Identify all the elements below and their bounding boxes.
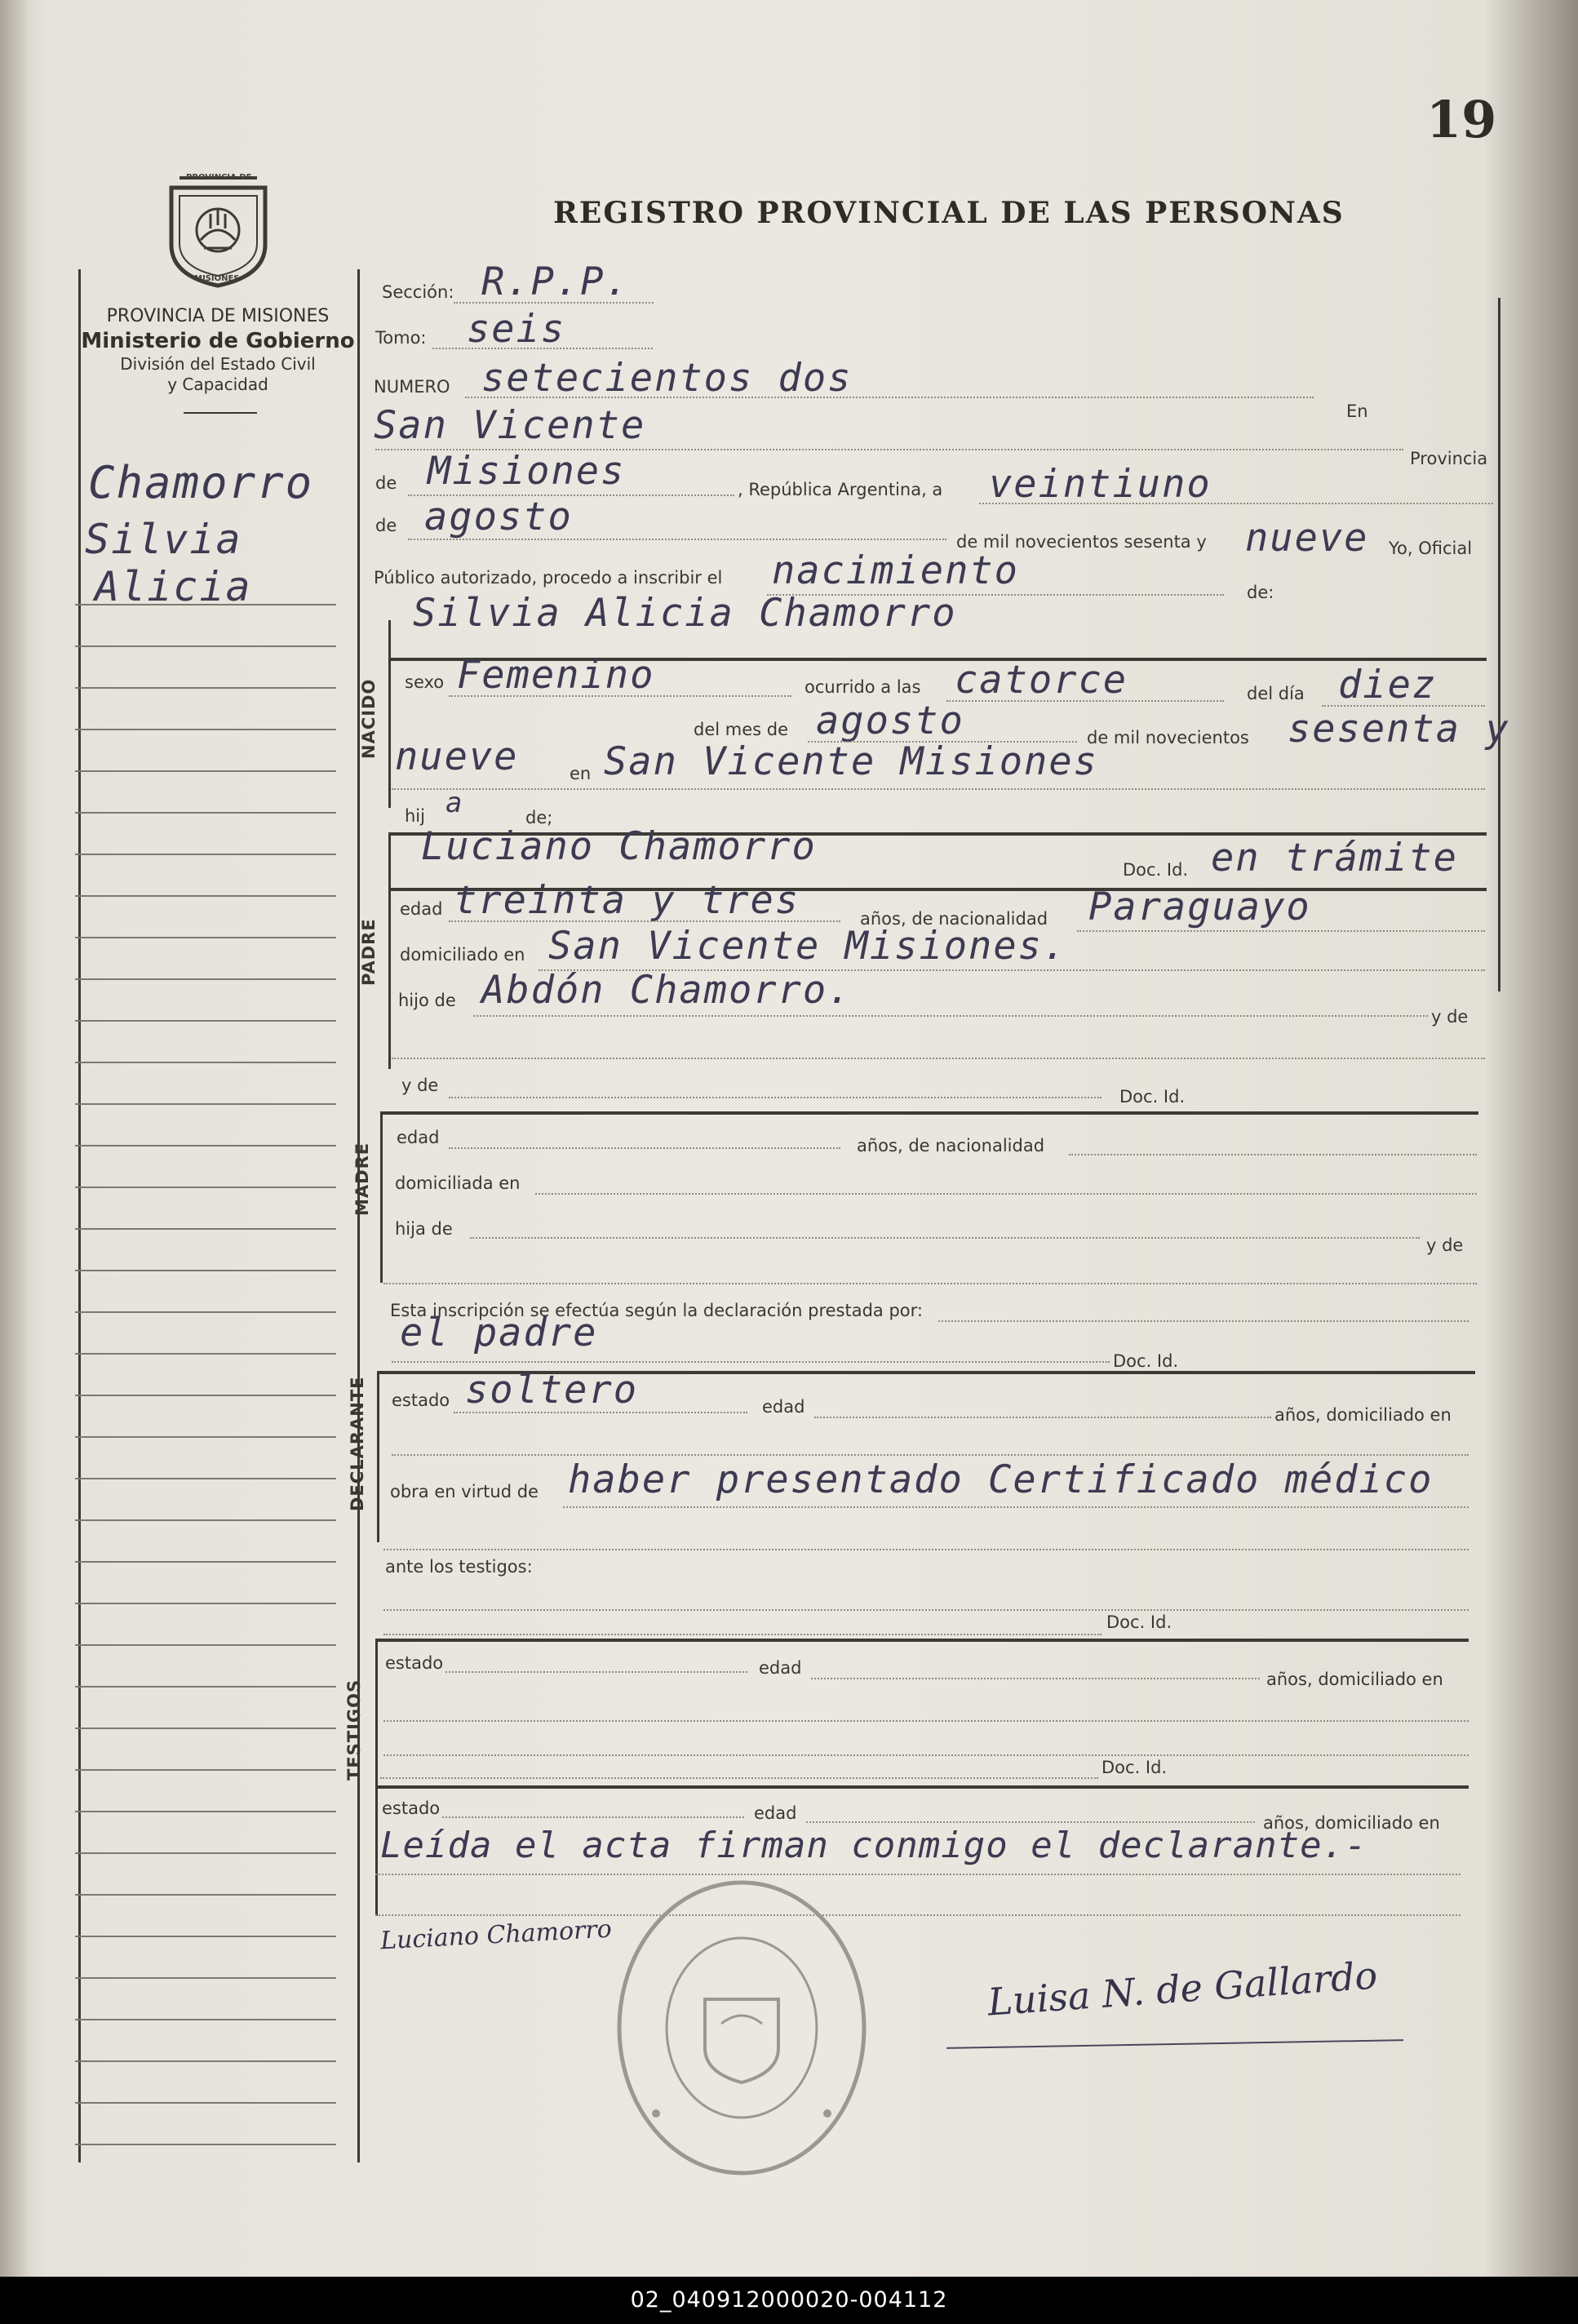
child-name: Silvia Alicia Chamorro [413,591,957,636]
margin-ruled-line [75,1186,336,1188]
tomo-value: seis [467,307,566,352]
yo-oficial-label: Yo, Oficial [1389,539,1473,558]
officer-signature-underline [946,2039,1403,2049]
seccion-line [454,302,654,304]
year-label: de mil novecientos sesenta y [956,532,1207,552]
margin-ruled-line [75,978,336,980]
nacido-vrule [388,620,391,808]
hora-line [946,700,1224,702]
declarante-estado-value: soltero [465,1368,639,1413]
witness2-doc-label: Doc. Id. [1101,1758,1168,1777]
declarante-obra-line [563,1506,1469,1508]
madre-nacionalidad-label: años, de nacionalidad [857,1136,1045,1155]
margin-ruled-line [75,1936,336,1937]
month-line [408,539,946,540]
province-name: PROVINCIA DE MISIONES [106,306,330,326]
image-caption: 02_040912000020-004112 [630,2287,948,2313]
witness2-edad-line [806,1821,1255,1823]
madre-edad-label: edad [397,1128,440,1147]
tomo-line [432,348,653,349]
hora-value: catorce [955,658,1128,703]
margin-ruled-line [75,1561,336,1563]
madre-domiciliada-label: domiciliada en [395,1173,521,1193]
numero-label: NUMERO [374,377,450,397]
margin-ruled-line [75,1478,336,1479]
madre-section-label: MADRE [352,1142,372,1216]
margin-ruled-line [75,2019,336,2020]
margin-ruled-line [75,1894,336,1896]
seccion-label: Sección: [382,282,454,302]
witness2-domiciliado-label: años, domiciliado en [1263,1813,1440,1833]
declarante-name-line [392,1361,1110,1363]
right-border-rule [1498,298,1500,991]
margin-ruled-line [75,604,336,605]
sexo-value: Femenino [457,653,655,698]
declarante-obra-label: obra en virtud de [390,1482,539,1501]
act-de-label: de: [1247,583,1274,602]
page-number: 19 [1426,90,1497,149]
officer-signature: Luisa N. de Gallardo [986,1953,1379,2025]
father-parent-line [473,1015,1428,1017]
book-binding-edge [0,0,28,2277]
margin-ruled-line [75,2060,336,2062]
declarant-signature: Luciano Chamorro [379,1914,613,1956]
margin-ruled-line [75,854,336,855]
left-margin-rule [78,269,81,2162]
ministry-block [75,305,361,395]
official-registry-stamp [607,1869,876,2187]
witness1-estado-line [445,1671,747,1673]
declarante-edad-label: edad [762,1397,805,1417]
witness2-estado-label: estado [382,1798,441,1818]
seccion-value: R.P.P. [481,259,630,304]
publico-label: Público autorizado, procedo a inscribir el [374,568,723,588]
madre-extra-line [383,1283,1477,1284]
madre-top-rule [380,1111,1478,1115]
margin-ruled-line [75,1228,336,1230]
testigos-intro-line [383,1609,1469,1611]
witness2-name-line [380,1777,1098,1779]
numero-value: setecientos dos [481,356,853,401]
padre-section-label: PADRE [359,918,379,986]
margin-ruled-line [75,1270,336,1271]
witness1-extra-line-2 [383,1754,1469,1756]
mes-value: agosto [816,699,964,743]
nacido-section-label: NACIDO [359,678,379,759]
birthplace-value: San Vicente Misiones [604,739,1098,784]
year-value: nueve [1245,516,1369,561]
hij-de-label: de; [525,808,553,827]
margin-first-name: Silvia [85,516,242,563]
margin-ruled-line [75,1311,336,1313]
witness1-estado-label: estado [385,1653,444,1673]
ministry-name: Ministerio de Gobierno [81,328,355,353]
margin-ruled-line [75,2102,336,2104]
margin-ruled-line [75,1977,336,1979]
de-mil-label: de mil novecientos [1087,728,1249,747]
margin-ruled-line [75,645,336,647]
madre-vrule [380,1111,383,1283]
province-value: Misiones [428,449,626,494]
margin-ruled-line [75,1020,336,1022]
witness1-rule [375,1639,1469,1642]
margin-ruled-line [75,1727,336,1729]
madre-y-de-label-2: y de [1426,1235,1464,1255]
hij-label: hij [405,806,425,826]
testigos-intro-label: ante los testigos: [385,1557,533,1577]
province-crest-logo [163,171,273,290]
father-name: Luciano Chamorro [421,824,817,869]
witness2-rule [375,1785,1469,1789]
father-domicilio-value: San Vicente Misiones. [548,924,1068,969]
tomo-label: Tomo: [375,328,427,348]
padre-vrule [388,832,391,1069]
margin-ruled-line [75,1769,336,1771]
father-domicilio-label: domiciliado en [400,945,525,965]
dia-value: diez [1338,663,1438,707]
father-doc-label: Doc. Id. [1123,860,1189,880]
father-edad-label: edad [400,899,443,919]
witness1-domiciliado-label: años, domiciliado en [1266,1670,1443,1689]
declarante-domiciliado-label: años, domiciliado en [1274,1405,1452,1425]
margin-ruled-line [75,770,336,772]
del-mes-label: del mes de [694,720,789,739]
del-dia-label: del día [1247,684,1305,703]
month-de-label: de [375,516,397,535]
madre-hija-line [470,1237,1420,1239]
closing-line [375,1874,1461,1875]
witness1-extra-line [383,1720,1469,1722]
birthplace-line [392,788,1485,790]
margin-surname: Chamorro [88,457,314,508]
witness1-doc-label: Doc. Id. [1106,1612,1172,1632]
anio-value-2: nueve [395,734,519,779]
hij-suffix: a [445,787,463,819]
margin-ruled-line [75,1811,336,1812]
sexo-label: sexo [405,672,445,692]
margin-ruled-line [75,1353,336,1355]
madre-domiciliada-line [535,1193,1477,1195]
madre-edad-line [449,1147,840,1149]
margin-ruled-line [75,1644,336,1646]
madre-doc-label: Doc. Id. [1119,1087,1186,1107]
margin-ruled-line [75,1519,336,1521]
en-label: En [1346,401,1368,421]
father-extra-line [392,1058,1485,1059]
father-nacionalidad-label: años, de nacionalidad [860,909,1048,929]
division-line-1: División del Estado Civil [120,354,316,374]
month-value: agosto [424,495,573,539]
witness1-name-line [383,1634,1101,1635]
ministry-underline [184,412,257,414]
crest-top-text: PROVINCIA DE [186,173,252,182]
margin-ruled-line [75,1852,336,1854]
declarante-edad-line [814,1417,1271,1418]
margin-ruled-line [75,1436,336,1438]
margin-ruled-line [75,937,336,938]
margin-ruled-line [75,1686,336,1688]
father-hijo-label: hijo de [398,991,456,1010]
father-nacionalidad-value: Paraguayo [1088,885,1311,929]
division-line-2: y Capacidad [167,375,268,394]
declarante-obra-value: haber presentado Certificado médico [568,1457,1434,1502]
margin-ruled-line [75,1103,336,1105]
margin-ruled-line [75,895,336,897]
ocurrido-label: ocurrido a las [805,677,921,697]
province-de-label: de [375,473,397,493]
republica-label: , República Argentina, a [738,480,943,499]
declarante-doc-label: Doc. Id. [1113,1351,1179,1371]
declarante-extra-line [383,1549,1469,1550]
father-y-de-label: y de [1431,1007,1469,1027]
witness1-edad-label: edad [759,1658,802,1678]
declarante-intro-line [938,1320,1469,1322]
place-value: San Vicente [374,403,646,448]
act-type-value: nacimiento [772,548,1019,593]
father-edad-value: treinta y tres [454,878,800,923]
declarante-estado-line [454,1412,747,1413]
father-doc-value: en trámite [1211,836,1458,880]
margin-ruled-line [75,729,336,730]
madre-y-de-label: y de [401,1076,439,1095]
closing-line-2 [375,1914,1461,1916]
column-divider [357,269,360,2162]
father-edad-line [449,920,840,922]
declarante-estado-label: estado [392,1390,450,1410]
margin-ruled-line [75,1603,336,1604]
closing-statement: Leída el acta firman conmigo el declarante.- [380,1825,1367,1866]
margin-ruled-line [75,812,336,814]
madre-nacionalidad-line [1069,1154,1477,1155]
margin-ruled-line [75,1145,336,1146]
madre-hija-label: hija de [395,1219,453,1239]
margin-ruled-line [75,1395,336,1396]
document-title: REGISTRO PROVINCIAL DE LAS PERSONAS [553,196,1345,230]
margin-ruled-line [75,687,336,689]
margin-middle-name: Alicia [95,563,252,610]
margin-ruled-line [75,1062,336,1063]
birthplace-en-label: en [570,764,592,783]
witness1-edad-line [811,1678,1260,1679]
declarante-name: el padre [400,1311,598,1355]
numero-line [465,397,1314,398]
day-line [979,503,1493,504]
day-value: veintiuno [989,462,1212,507]
sexo-line [449,695,791,697]
crest-bottom-text: MISIONES [194,274,240,283]
declarante-section-label: DECLARANTE [348,1376,367,1511]
declarante-vrule [377,1371,379,1542]
anio-value-1: sesenta y [1288,707,1510,752]
witness2-estado-line [442,1816,744,1818]
margin-ruled-line [75,2144,336,2145]
father-parent-value: Abdón Chamorro. [481,968,853,1013]
witness2-edad-label: edad [754,1803,797,1823]
declarante-intro-label: Esta inscripción se efectúa según la declaración prestada por: [390,1301,923,1320]
declarante-domiciliado-line [392,1454,1469,1456]
father-nacionalidad-line [1077,930,1485,932]
testigos-section-label: TESTIGOS [344,1679,364,1781]
provincia-label: Provincia [1410,449,1488,468]
madre-name-line [449,1097,1101,1098]
